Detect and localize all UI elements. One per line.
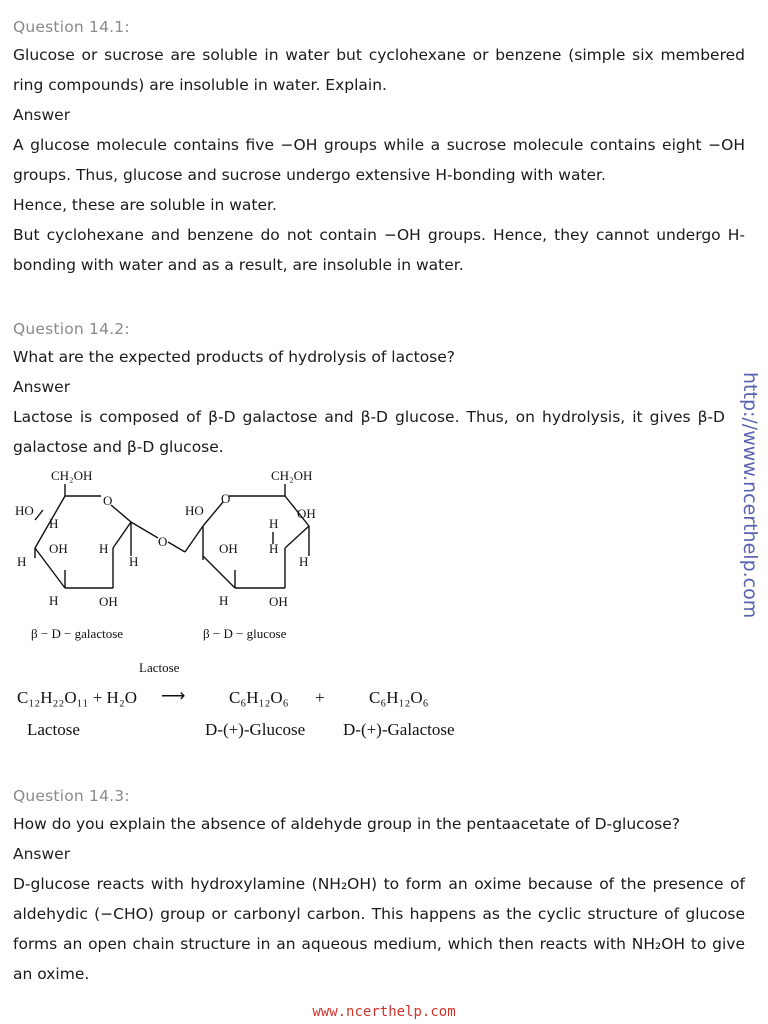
watermark-url xyxy=(734,372,764,652)
question-14-2 xyxy=(13,316,745,462)
galactose-label: β − D − galactose xyxy=(31,626,124,641)
answer-text: Lactose is composed of β-D galactose and β-D glucose. Thus, on hydrolysis, it gives β-D galactose and β-D glucose. xyxy=(13,408,725,456)
answer-text: A glucose molecule contains five −OH groups while a sucrose molecule contains eight −OH groups. Thus, glucose and sucrose undergo extensive H-bonding with water. xyxy=(13,136,745,184)
answer-label: Answer xyxy=(13,845,71,863)
right-oh-label: OH xyxy=(219,541,238,556)
product-name-galactose: D-(+)-Galactose xyxy=(343,720,455,739)
left-h-label: H xyxy=(99,541,109,556)
glycosidic-oxygen: O xyxy=(158,534,168,549)
question-heading: Question 14.2: xyxy=(13,320,130,338)
question-heading: Question 14.3: xyxy=(13,787,130,805)
question-text: Glucose or sucrose are soluble in water but cyclohexane or benzene (simple six membered ring compounds) are insoluble in water. Explain. xyxy=(13,46,745,94)
equation-reactants: C₁₂H₂₂O₁₁ + H₂O xyxy=(17,688,138,707)
product-name-glucose: D-(+)-Glucose xyxy=(205,720,306,739)
right-oh-label: OH xyxy=(297,506,316,521)
question-14-3 xyxy=(13,783,745,989)
lactose-caption: Lactose xyxy=(139,660,180,675)
right-h-label: H xyxy=(299,554,309,569)
answer-text: D-glucose reacts with hydroxylamine (NH₂OH) to form an oxime because of the presence of aldehydic (−CHO) group or carbonyl carbon. This happens as the cyclic structure of glucose forms an open chain structure in an aqueous medium, which then reacts with NH₂OH to give an oxime. xyxy=(13,875,745,983)
question-text: What are the expected products of hydrolysis of lactose? xyxy=(13,348,456,366)
left-oh-label: OH xyxy=(99,594,118,609)
reactant-name: Lactose xyxy=(27,720,80,739)
left-ring-oxygen: O xyxy=(103,493,113,508)
reaction-arrow: ⟶ xyxy=(161,686,186,705)
equation-plus: + xyxy=(315,688,325,707)
answer-text: But cyclohexane and benzene do not contain −OH groups. Hence, they cannot undergo H-bonding with water and as a result, are insoluble in water. xyxy=(13,226,745,274)
right-oh-label: OH xyxy=(269,594,288,609)
answer-text: Hence, these are soluble in water. xyxy=(13,196,277,214)
left-h-label: H xyxy=(129,554,139,569)
right-h-label: H xyxy=(269,541,279,556)
watermark-text: http://www.ncerthelp.com xyxy=(739,372,761,619)
ring-bonds xyxy=(35,484,309,588)
glucose-label: β − D − glucose xyxy=(203,626,287,641)
equation-product-glucose: C₆H₁₂O₆ xyxy=(229,688,289,707)
footer-link[interactable]: www.ncerthelp.com xyxy=(312,1004,456,1020)
left-h-label: H xyxy=(49,516,59,531)
question-heading: Question 14.1: xyxy=(13,18,130,36)
right-h-label: H xyxy=(269,516,279,531)
question-text: How do you explain the absence of aldehyde group in the pentaacetate of D-glucose? xyxy=(13,815,681,833)
left-oh-label: OH xyxy=(49,541,68,556)
left-ho-label: HO xyxy=(15,503,34,518)
lactose-structure-diagram xyxy=(13,460,493,760)
right-ho-label: HO xyxy=(185,503,204,518)
right-h-label: H xyxy=(219,593,229,608)
right-ring-oxygen: O xyxy=(221,491,231,506)
left-ch2oh-label: CH₂OH xyxy=(51,468,93,483)
equation-product-galactose: C₆H₁₂O₆ xyxy=(369,688,429,707)
right-ch2oh-label: CH₂OH xyxy=(271,468,313,483)
question-14-1 xyxy=(13,14,745,280)
left-h-label: H xyxy=(49,593,59,608)
left-h-label: H xyxy=(17,554,27,569)
answer-label: Answer xyxy=(13,378,71,396)
answer-label: Answer xyxy=(13,106,71,124)
